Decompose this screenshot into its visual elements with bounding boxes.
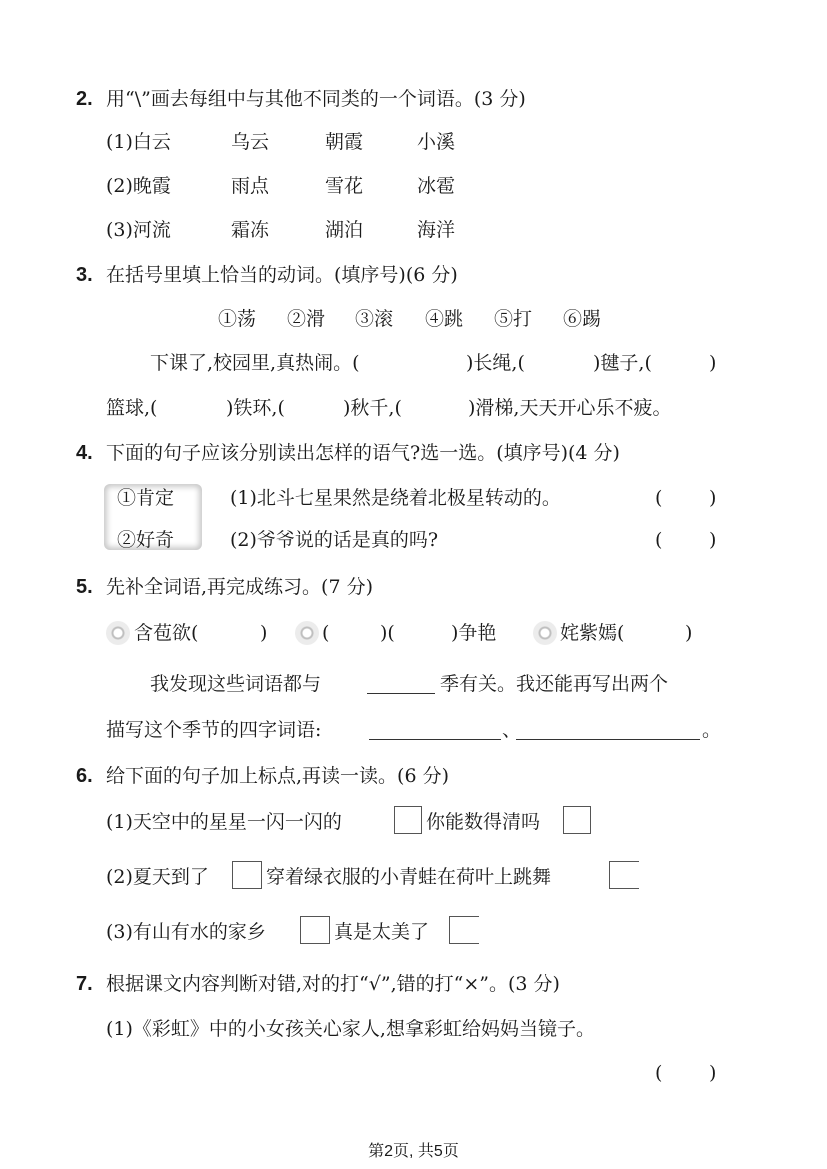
sentence-text: 下课了,校园里,真热闹。( <box>150 352 360 374</box>
word-cell[interactable]: 雪花 <box>325 175 364 197</box>
flower-icon <box>106 621 130 645</box>
answer-paren-close[interactable]: ) <box>709 529 717 551</box>
word-cell[interactable]: 冰雹 <box>417 175 456 197</box>
punctuation-box[interactable] <box>609 861 639 889</box>
verb-option: ②滑 <box>287 308 326 330</box>
punctuation-box[interactable] <box>300 916 330 944</box>
word-cell[interactable]: 朝霞 <box>325 131 364 153</box>
page-footer: 第2页, 共5页 <box>368 1143 459 1160</box>
question-number: 4. <box>76 442 93 464</box>
tone-option: ①肯定 <box>117 487 175 509</box>
question-number: 6. <box>76 765 93 787</box>
sentence-text: (1)《彩虹》中的小女孩关心家人,想拿彩虹给妈妈当镜子。 <box>106 1018 595 1040</box>
question-number: 3. <box>76 264 93 286</box>
sentence-text: 穿着绿衣服的小青蛙在荷叶上跳舞 <box>266 866 552 888</box>
question-number: 2. <box>76 88 93 110</box>
word-cell[interactable]: 海洋 <box>417 219 456 241</box>
answer-paren-open[interactable]: ( <box>655 487 663 509</box>
idiom-text: 含苞欲( <box>134 622 199 644</box>
verb-option: ④跳 <box>425 308 464 330</box>
word-cell[interactable]: (2)晚霞 <box>106 175 171 197</box>
question-number: 7. <box>76 973 93 995</box>
sentence-text: (1)天空中的星星一闪一闪的 <box>106 811 342 833</box>
idiom-text: ) <box>260 622 268 644</box>
word-cell[interactable]: 乌云 <box>231 131 270 153</box>
idiom-blank[interactable] <box>516 739 700 740</box>
sentence-text: 你能数得清吗 <box>426 811 541 833</box>
punctuation-box[interactable] <box>232 861 262 889</box>
question-number: 5. <box>76 576 93 598</box>
tone-option: ②好奇 <box>117 529 175 551</box>
sentence-text: (3)有山有水的家乡 <box>106 921 266 943</box>
punctuation-box[interactable] <box>449 916 479 944</box>
flower-icon <box>295 621 319 645</box>
punctuation-box[interactable] <box>563 806 591 834</box>
sentence-text: 真是太美了 <box>334 921 430 943</box>
sentence-text: 、 <box>502 719 522 741</box>
sentence-text: (2)爷爷说的话是真的吗? <box>230 529 439 551</box>
sentence-text: 篮球,( <box>106 397 158 419</box>
verb-option: ③滚 <box>355 308 394 330</box>
sentence-text: 季有关。我还能再写出两个 <box>440 673 669 695</box>
idiom-text: ) <box>685 622 693 644</box>
verb-option: ⑤打 <box>494 308 533 330</box>
verb-option: ①荡 <box>218 308 257 330</box>
sentence-text: )秋千,( <box>343 397 402 419</box>
answer-paren-close[interactable]: ) <box>709 1062 717 1084</box>
sentence-text: (1)北斗七星果然是绕着北极星转动的。 <box>230 487 561 509</box>
sentence-text: 我发现这些词语都与 <box>150 673 322 695</box>
answer-paren-open[interactable]: ( <box>655 529 663 551</box>
sentence-text: )长绳,( <box>466 352 525 374</box>
word-cell[interactable]: 湖泊 <box>325 219 364 241</box>
question-text: 下面的句子应该分别读出怎样的语气?选一选。(填序号)(4 分) <box>106 442 620 464</box>
word-cell[interactable]: (1)白云 <box>106 131 171 153</box>
sentence-text: (2)夏天到了 <box>106 866 209 888</box>
word-cell[interactable]: (3)河流 <box>106 219 171 241</box>
idiom-blank[interactable] <box>369 739 501 740</box>
answer-paren-close[interactable]: ) <box>709 487 717 509</box>
season-blank[interactable] <box>367 693 435 694</box>
word-cell[interactable]: 小溪 <box>417 131 456 153</box>
sentence-text: ) <box>709 352 717 374</box>
idiom-text: )( <box>380 622 395 644</box>
sentence-text: )滑梯,天天开心乐不疲。 <box>468 397 672 419</box>
idiom-text: 姹紫嫣( <box>560 622 625 644</box>
sentence-text: )毽子,( <box>593 352 652 374</box>
sentence-text: 描写这个季节的四字词语: <box>106 719 322 741</box>
punctuation-box[interactable] <box>394 806 422 834</box>
question-text: 先补全词语,再完成练习。(7 分) <box>106 576 373 598</box>
question-text: 在括号里填上恰当的动词。(填序号)(6 分) <box>106 264 458 286</box>
question-text: 给下面的句子加上标点,再读一读。(6 分) <box>106 765 449 787</box>
sentence-text: )铁环,( <box>226 397 285 419</box>
answer-paren-open[interactable]: ( <box>655 1062 663 1084</box>
verb-option: ⑥踢 <box>563 308 602 330</box>
sentence-text: 。 <box>702 719 722 741</box>
idiom-text: ( <box>322 622 330 644</box>
question-text: 根据课文内容判断对错,对的打“√”,错的打“×”。(3 分) <box>106 973 560 995</box>
word-cell[interactable]: 霜冻 <box>231 219 270 241</box>
question-text: 用“\”画去每组中与其他不同类的一个词语。(3 分) <box>106 88 526 110</box>
word-cell[interactable]: 雨点 <box>231 175 270 197</box>
idiom-text: )争艳 <box>451 622 497 644</box>
flower-icon <box>533 621 557 645</box>
